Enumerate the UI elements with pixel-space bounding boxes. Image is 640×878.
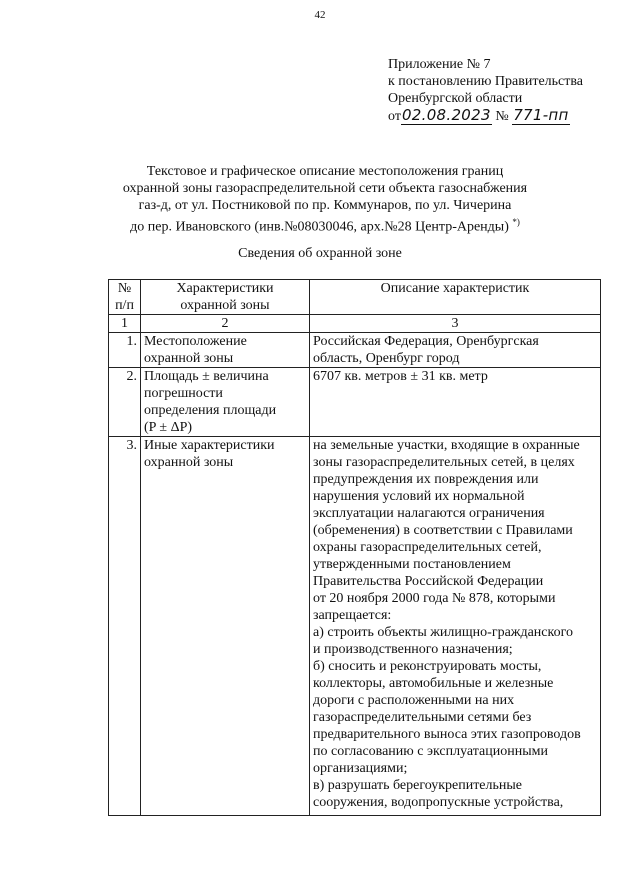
row-number: 1. xyxy=(109,333,141,368)
cell-line: (P ± ΔP) xyxy=(144,420,193,435)
appendix-block xyxy=(388,56,583,125)
row-characteristic xyxy=(141,368,310,437)
document-title xyxy=(110,163,540,236)
cell-line: нарушения условий их нормальной xyxy=(313,489,525,504)
cell-line: и производственного назначения; xyxy=(313,642,513,657)
cell-line: дороги с расположенными на них xyxy=(313,693,515,708)
page-number: 42 xyxy=(314,9,326,21)
appendix-region-line: Оренбургской области xyxy=(388,91,523,106)
cell-line: Местоположение xyxy=(144,334,247,349)
cell-line: Российская Федерация, Оренбургская xyxy=(313,334,539,349)
row-description xyxy=(310,368,601,437)
cell-line: область, Оренбург город xyxy=(313,351,460,366)
title-line-4-text: до пер. Ивановского (инв.№08030046, арх.№28 Центр-Аренды) xyxy=(130,219,509,235)
cell-line: на земельные участки, входящие в охранные xyxy=(313,438,580,453)
column-number-1: 1 xyxy=(109,315,141,333)
footnote-mark: *) xyxy=(512,217,520,227)
cell-line: а) строить объекты жилищно-гражданского xyxy=(313,625,573,640)
table-row xyxy=(109,437,601,816)
cell-line: коллекторы, автомобильные и железные xyxy=(313,676,554,691)
zone-info-table xyxy=(108,279,601,816)
row-number: 3. xyxy=(109,437,141,816)
cell-line: (обременения) в соответствии с Правилами xyxy=(313,523,573,538)
appendix-decree-line: к постановлению Правительства xyxy=(388,74,584,89)
table-header-row xyxy=(109,280,601,315)
column-number-2: 2 xyxy=(141,315,310,333)
header-num-line-1: № xyxy=(117,281,132,296)
cell-line: организациями; xyxy=(313,761,408,776)
cell-line: определения площади xyxy=(144,403,277,418)
table-row xyxy=(109,368,601,437)
header-col-characteristics xyxy=(141,280,310,315)
section-heading: Сведения об охранной зоне xyxy=(238,246,402,261)
cell-line: зоны газораспределительных сетей, в целях xyxy=(313,455,575,470)
from-label: от xyxy=(388,109,401,124)
decree-number: 771-пп xyxy=(513,106,569,124)
header-col-num xyxy=(109,280,141,315)
cell-line: предварительного выноса этих газопроводов xyxy=(313,727,581,742)
cell-line: сооружения, водопропускные устройства, xyxy=(313,795,564,810)
table-row xyxy=(109,333,601,368)
number-sign: № xyxy=(495,109,509,124)
row-characteristic xyxy=(141,437,310,816)
cell-line: охранной зоны xyxy=(144,455,234,470)
row-number: 2. xyxy=(109,368,141,437)
cell-line: эксплуатации налагаются ограничения xyxy=(313,506,545,521)
column-number-row xyxy=(109,315,601,333)
title-line-2: охранной зоны газораспределительной сети объекта газоснабжения xyxy=(122,181,528,196)
appendix-title: Приложение № 7 xyxy=(388,57,491,72)
row-description xyxy=(310,333,601,368)
header-char-line-1: Характеристики xyxy=(176,281,274,296)
cell-line: по согласованию с эксплуатационными xyxy=(313,744,548,759)
header-col-description: Описание характеристик xyxy=(310,280,601,315)
decree-date: 02.08.2023 xyxy=(401,106,491,124)
cell-line: охраны газораспределительных сетей, xyxy=(313,540,542,555)
cell-line: охранной зоны xyxy=(144,351,234,366)
title-line-4 xyxy=(110,214,540,236)
header-num-line-2: п/п xyxy=(115,298,134,313)
cell-line: 6707 кв. метров ± 31 кв. метр xyxy=(313,369,488,384)
row-characteristic xyxy=(141,333,310,368)
cell-line: от 20 ноября 2000 года № 878, которыми xyxy=(313,591,556,606)
column-number-3: 3 xyxy=(310,315,601,333)
appendix-date-line xyxy=(388,107,583,125)
cell-line: предупреждения их повреждения или xyxy=(313,472,539,487)
cell-line: в) разрушать берегоукрепительные xyxy=(313,778,523,793)
cell-line: утвержденными постановлением xyxy=(313,557,511,572)
cell-line: газораспределительными сетями без xyxy=(313,710,532,725)
cell-line: Площадь ± величина xyxy=(144,369,269,384)
cell-line: Правительства Российской Федерации xyxy=(313,574,544,589)
cell-line: запрещается: xyxy=(313,608,392,623)
row-description xyxy=(310,437,601,816)
cell-line: Иные характеристики xyxy=(144,438,275,453)
title-line-3: газ-д, от ул. Постниковой по пр. Коммунаров, по ул. Чичерина xyxy=(138,198,512,213)
title-line-1: Текстовое и графическое описание местоположения границ xyxy=(146,164,504,179)
cell-line: погрешности xyxy=(144,386,223,401)
header-char-line-2: охранной зоны xyxy=(180,298,270,313)
cell-line: б) сносить и реконструировать мосты, xyxy=(313,659,542,674)
